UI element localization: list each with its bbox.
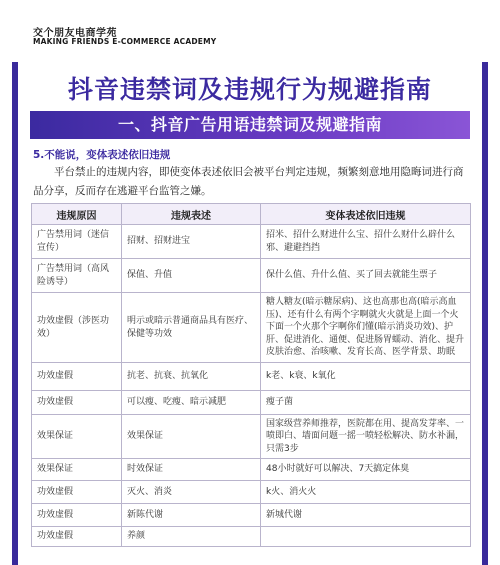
column-header-reason: 违规原因 (32, 204, 122, 225)
subheading: 5.不能说，变体表述依旧违规 (33, 149, 171, 161)
table-row (32, 259, 471, 293)
cell-variant: k老、k衰、k氧化 (261, 363, 471, 391)
table-row (32, 459, 471, 481)
table-row (32, 293, 471, 363)
cell-variant (261, 527, 471, 547)
table-header-row (32, 204, 471, 225)
cell-reason: 功效虚假 (32, 504, 122, 527)
header-bar (0, 0, 500, 68)
table-row (32, 363, 471, 391)
cell-variant: 国家级营养师推荐，医院都在用、提高发芽率、一喷即白、墙面问题一摇一喷轻松解决、防水补漏，只需3步 (261, 415, 471, 459)
cell-variant: 48小时就好可以解决、7天搞定体臭 (261, 459, 471, 481)
cell-expression: 新陈代谢 (122, 504, 261, 527)
table-row (32, 415, 471, 459)
page-title: 抖音违禁词及违规行为规避指南 (67, 75, 432, 104)
violations-table (31, 203, 471, 547)
cell-expression: 保值、升值 (122, 259, 261, 293)
cell-reason: 效果保证 (32, 415, 122, 459)
cell-expression: 招财、招财进宝 (122, 225, 261, 259)
section-banner: 一、抖音广告用语违禁词及规避指南 (30, 111, 470, 139)
table-row (32, 481, 471, 504)
cell-variant: 瘦子菌 (261, 391, 471, 415)
cell-variant: 保什么值、升什么值、买了回去就能生票子 (261, 259, 471, 293)
table-row (32, 391, 471, 415)
cell-reason: 效果保证 (32, 459, 122, 481)
cell-variant: k火、消火火 (261, 481, 471, 504)
cell-variant: 糖人糖友(暗示糖尿病)、这也高那也高(暗示高血压)、还有什么有两个字啊就火火就是上面一个火下面一个火那个字啊你们懂(暗示消炎功效)、护肝、促进消化、通便、促进肠胃蠕动、消化、提升皮肤治愈、治咳嗽、发育长高、医学背景、助眠 (261, 293, 471, 363)
cell-reason: 功效虚假 (32, 481, 122, 504)
cell-expression: 可以瘦、吃瘦、暗示减肥 (122, 391, 261, 415)
cell-reason: 广告禁用词（高风险诱导） (32, 259, 122, 293)
cell-expression: 抗老、抗衰、抗氧化 (122, 363, 261, 391)
cell-variant: 招米、招什么财进什么宝、招什么财什么辟什么邪、避避挡挡 (261, 225, 471, 259)
column-header-expression: 违规表述 (122, 204, 261, 225)
table-row (32, 527, 471, 547)
table-row (32, 504, 471, 527)
cell-expression: 明示或暗示普通商品具有医疗、保健等功效 (122, 293, 261, 363)
cell-reason: 功效虚假 (32, 391, 122, 415)
brand-name-en: MAKING FRIENDS E-COMMERCE ACADEMY (33, 37, 217, 46)
cell-reason: 功效虚假 (32, 527, 122, 547)
brand-name-cn: 交个朋友电商学苑 (33, 28, 117, 39)
cell-reason: 广告禁用词（迷信宣传） (32, 225, 122, 259)
cell-expression: 时效保证 (122, 459, 261, 481)
table-row (32, 225, 471, 259)
cell-reason: 功效虚假 (32, 363, 122, 391)
cell-variant: 新城代谢 (261, 504, 471, 527)
cell-expression: 效果保证 (122, 415, 261, 459)
cell-expression: 养颜 (122, 527, 261, 547)
column-header-variant: 变体表述依旧违规 (261, 204, 471, 225)
intro-paragraph: 平台禁止的违规内容，即使变体表述依旧会被平台判定违规，频繁刻意地用隐晦词进行商品分享，反而存在逃避平台监管之嫌。 (33, 166, 464, 197)
cell-reason: 功效虚假（涉医功效） (32, 293, 122, 363)
cell-expression: 灭火、消炎 (122, 481, 261, 504)
